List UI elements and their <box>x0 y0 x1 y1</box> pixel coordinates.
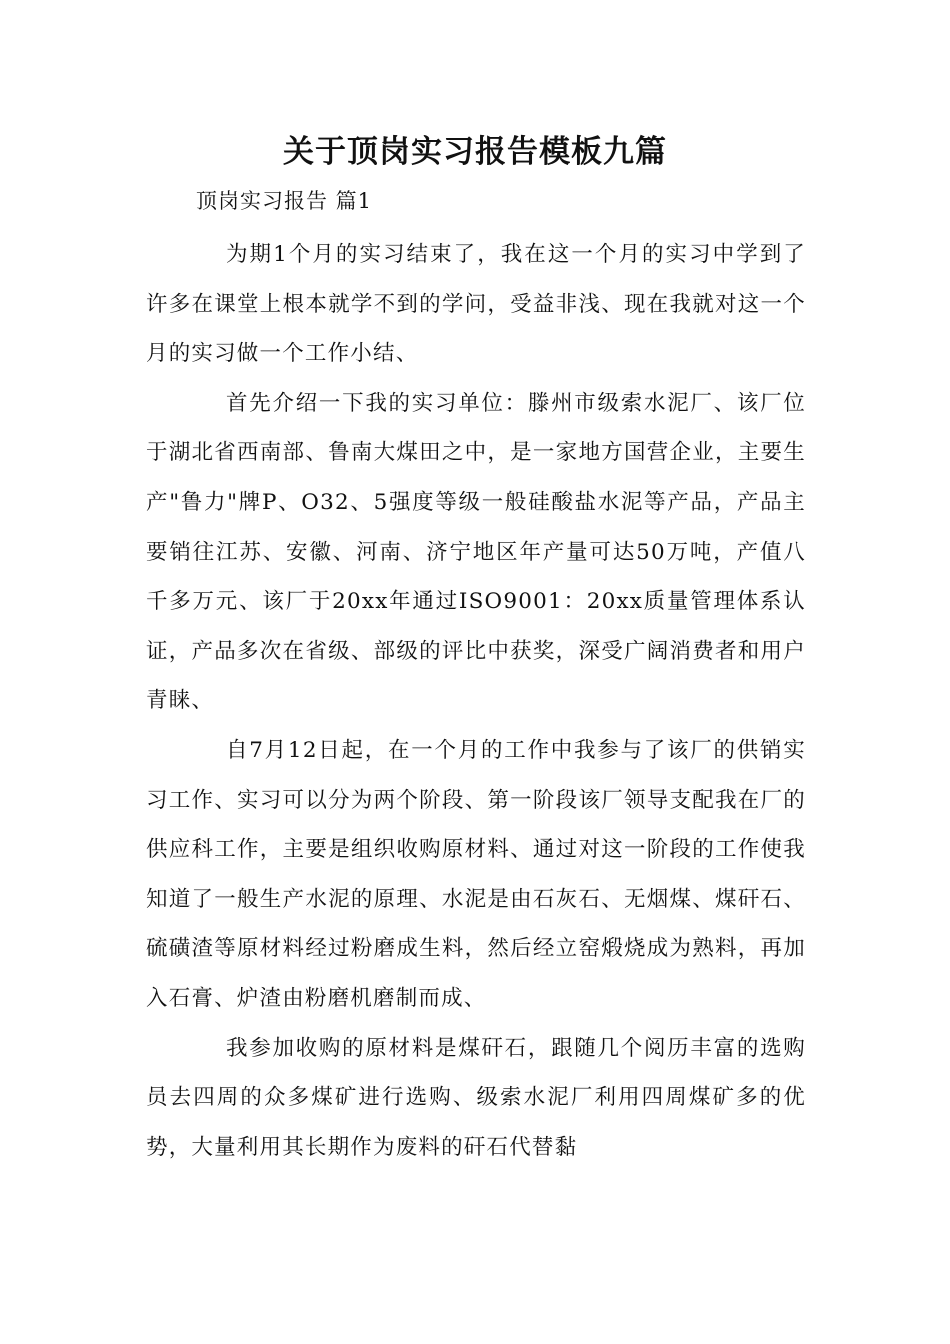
section-heading: 顶岗实习报告 篇1 <box>196 189 373 213</box>
paragraph-work: 自7月12日起，在一个月的工作中我参与了该厂的供销实习工作、实习可以分为两个阶段、第一阶段该厂领导支配我在厂的供应科工作，主要是组织收购原材料、通过对这一阶段的工作使我知道了一般生产水泥的原理、水泥是由石灰石、无烟煤、煤矸石、硫磺渣等原材料经过粉磨成生料，然后经立窑煅烧成为熟料，再加入石膏、炉渣由粉磨机磨制而成、 <box>146 737 806 1011</box>
paragraph-intro: 为期1个月的实习结束了，我在这一个月的实习中学到了许多在课堂上根本就学不到的学问，受益非浅、现在我就对这一个月的实习做一个工作小结、 <box>146 242 806 367</box>
paragraph-purchasing: 我参加收购的原材料是煤矸石，跟随几个阅历丰富的选购员去四周的众多煤矿进行选购、级索水泥厂利用四周煤矿多的优势，大量利用其长期作为废料的矸石代替黏 <box>146 1035 806 1160</box>
document-body <box>146 230 806 1172</box>
paragraph-company: 首先介绍一下我的实习单位：滕州市级索水泥厂、该厂位于湖北省西南部、鲁南大煤田之中，是一家地方国营企业，主要生产"鲁力"牌P、O32、5强度等级一般硅酸盐水泥等产品，产品主要销往江苏、安徽、河南、济宁地区年产量可达50万吨，产值八千多万元、该厂于20xx年通过ISO9001：20xx质量管理体系认证，产品多次在省级、部级的评比中获奖，深受广阔消费者和用户青睐、 <box>146 390 806 714</box>
document-title: 关于顶岗实习报告模板九篇 <box>283 134 667 170</box>
